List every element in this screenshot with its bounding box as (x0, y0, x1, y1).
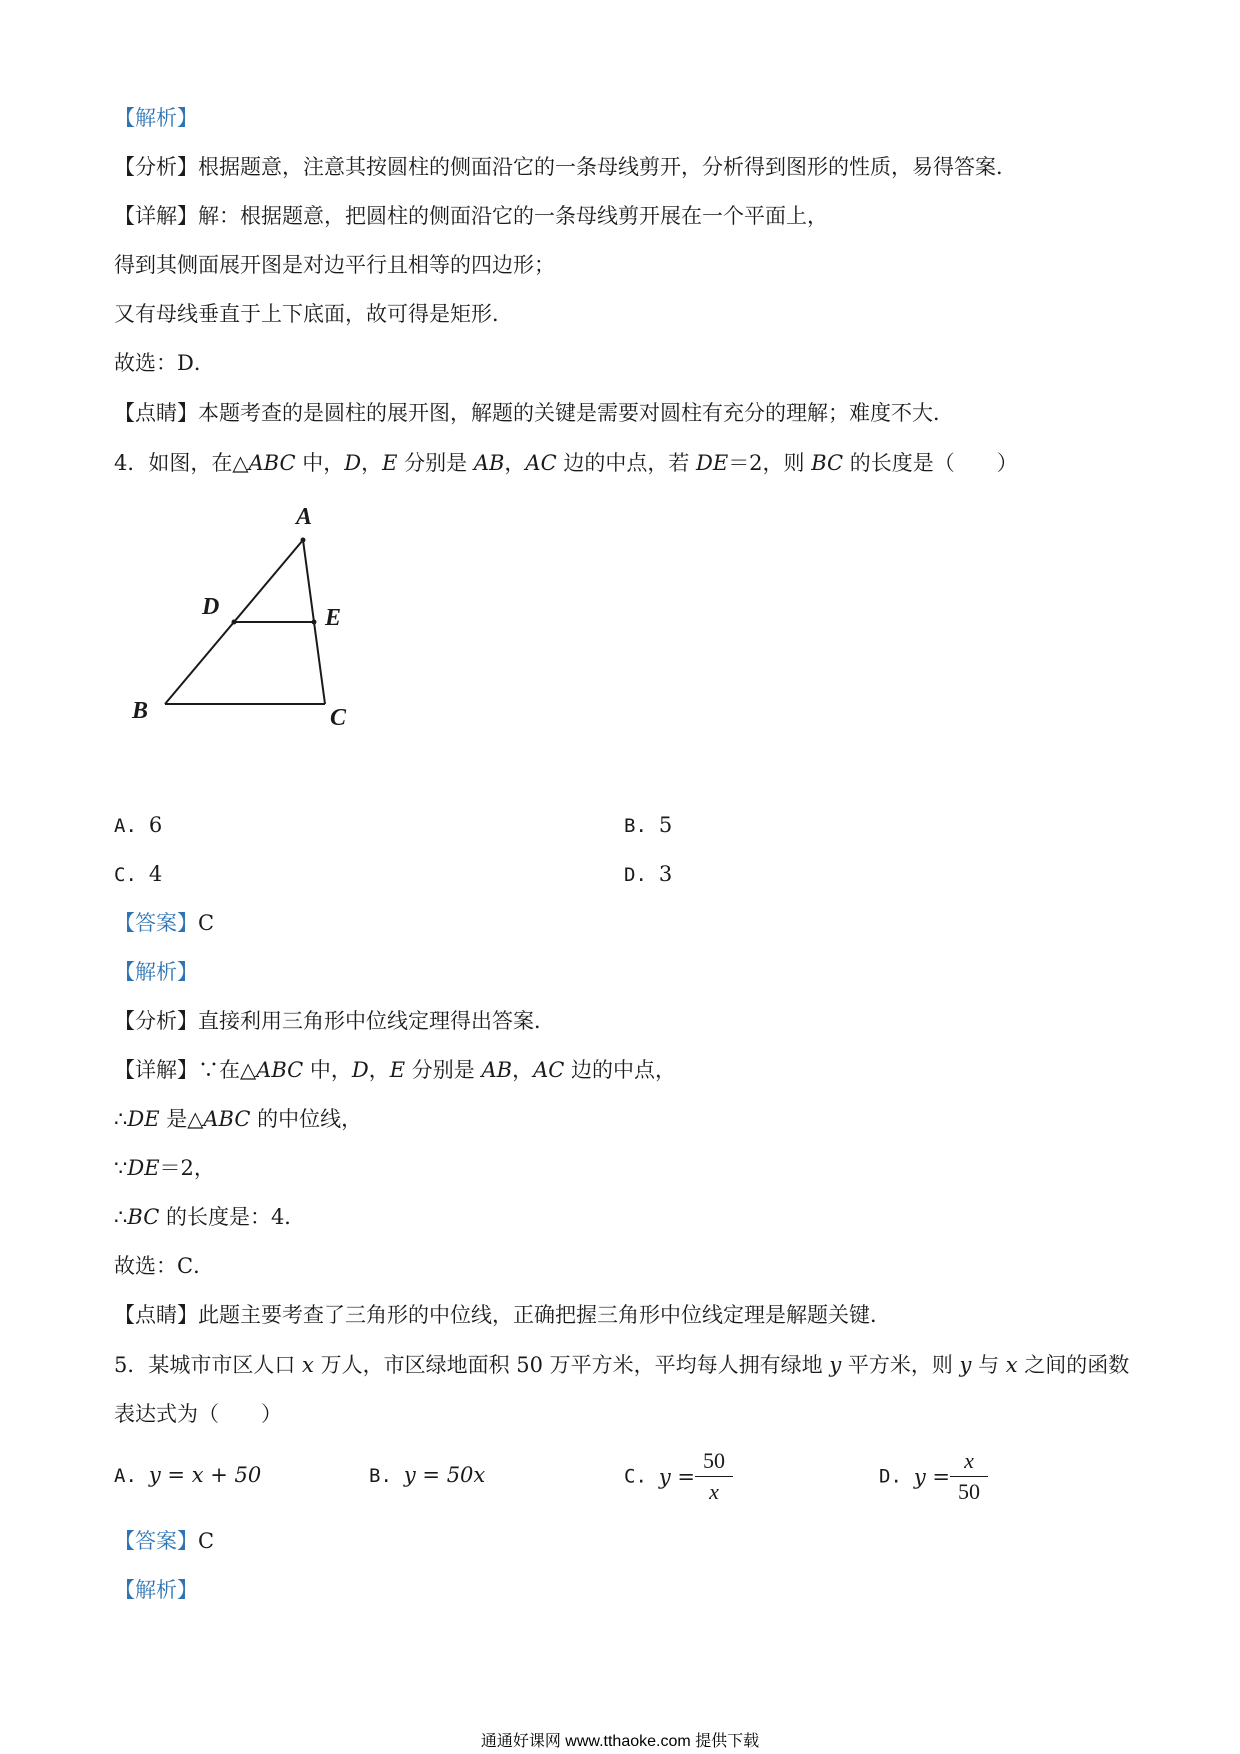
option-a: A. 6 (114, 813, 163, 837)
comment-text: 本题考查的是圆柱的展开图，解题的关键是需要对圆柱有充分的理解；难度不大． (198, 401, 954, 425)
q5-option-d: D. y = $\frac{x}{50}$ (879, 1446, 988, 1507)
footer: 通通好课网 www.tthaoke.com 提供下载 (480, 1733, 760, 1750)
detail-line-2: 得到其侧面展开图是对边平行且相等的四边形； (114, 253, 555, 277)
label-b: B (132, 698, 149, 724)
option-d: D. 3 (624, 862, 673, 886)
label-d: D (202, 594, 220, 620)
detail-2-line-3: ∵DE＝2， (114, 1156, 215, 1180)
answer-5: 【答案】C (114, 1529, 215, 1553)
choice-line-2: 故选：C． (114, 1254, 215, 1278)
detail-1 (114, 201, 828, 231)
detail-tag: 【详解】 (114, 204, 198, 228)
analysis-text: 根据题意，注意其按圆柱的侧面沿它的一条母线剪开，分析得到图形的性质，易得答案． (198, 155, 1017, 179)
comment-tag: 【点睛】 (114, 401, 198, 425)
triangle-figure (120, 492, 380, 742)
question-4: 4．如图，在△ABC 中，D，E 分别是 AB，AC 边的中点，若 DE＝2，则 BC 的长度是（ ） (114, 451, 1018, 475)
detail-2-line-2: ∴DE 是△ABC 的中位线， (114, 1107, 363, 1131)
q5-option-b: B. y = 50x (369, 1463, 486, 1487)
answer-4: 【答案】C (114, 911, 215, 935)
option-c: C. 4 (114, 862, 163, 886)
fraction-c: $\frac{50}{x}$ (695, 1446, 733, 1507)
choice-line: 故选：D． (114, 351, 215, 375)
detail-2-line-4: ∴BC 的长度是：4． (114, 1205, 306, 1229)
analysis-1 (114, 152, 1017, 182)
question-5: 5．某城市市区人口 x 万人，市区绿地面积 50 万平方米，平均每人拥有绿地 y 平方米，则 y 与 x 之间的函数 (114, 1353, 1130, 1377)
point-e (312, 620, 317, 625)
detail-line-3: 又有母线垂直于上下底面，故可得是矩形． (114, 302, 513, 326)
fraction-d: $\frac{x}{50}$ (950, 1446, 988, 1507)
detail-2: 【详解】∵在△ABC 中，D，E 分别是 AB，AC 边的中点， (114, 1058, 676, 1082)
q5-option-c: C. y = $\frac{50}{x}$ (624, 1446, 733, 1507)
jiexi-heading-1: 【解析】 (114, 106, 198, 130)
jiexi-heading-2: 【解析】 (114, 960, 198, 984)
q5-option-a: A. y = x + 50 (114, 1463, 262, 1487)
analysis-2: 【分析】直接利用三角形中位线定理得出答案． (114, 1009, 555, 1033)
comment-1 (114, 398, 954, 428)
label-e: E (325, 605, 342, 631)
comment-2: 【点睛】此题主要考查了三角形的中位线，正确把握三角形中位线定理是解题关键． (114, 1303, 891, 1327)
jiexi-heading-3: 【解析】 (114, 1578, 198, 1602)
question-5-line-2: 表达式为（ ） (114, 1402, 282, 1426)
label-c: C (330, 705, 347, 731)
point-d (232, 620, 237, 625)
label-a: A (296, 504, 313, 530)
detail-text: 解：根据题意，把圆柱的侧面沿它的一条母线剪开展在一个平面上， (198, 204, 828, 228)
analysis-tag: 【分析】 (114, 155, 198, 179)
option-b: B. 5 (624, 813, 673, 837)
point-a (301, 538, 306, 543)
